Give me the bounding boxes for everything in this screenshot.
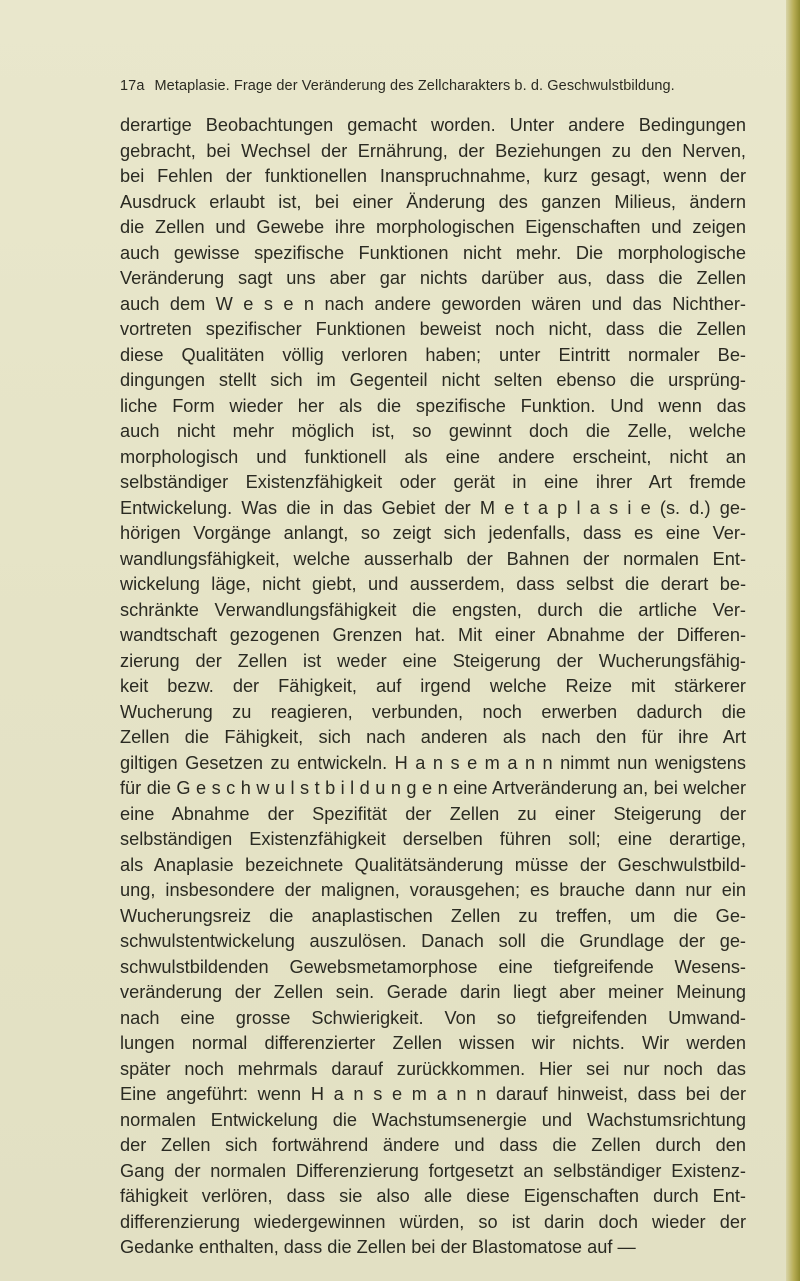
body-text xyxy=(120,113,746,1261)
text-line: dingungen stellt sich im Gegenteil nicht selten ebenso die ursprüng- xyxy=(120,370,746,390)
text-line: eine Abnahme der Spezifität der Zellen zu einer Steigerung der xyxy=(120,803,746,824)
text-line: hörigen Vorgänge anlangt, so zeigt sich jedenfalls, dass es eine Ver- xyxy=(120,523,746,543)
text-line: für die G e s c h w u l s t b i l d u n g e n eine Artveränderung an, bei welcher xyxy=(120,778,746,798)
text-line: auch dem W e s e n nach andere geworden wären und das Nichther- xyxy=(120,293,746,314)
text-line: Veränderung sagt uns aber gar nichts darüber aus, dass die Zellen xyxy=(120,268,746,288)
text-line: schwulstbildenden Gewebsmetamorphose eine tiefgreifende Wesens- xyxy=(120,956,746,977)
text-line: als Anaplasie bezeichnete Qualitätsänderung müsse der Geschwulstbild- xyxy=(120,854,746,875)
text-line: zierung der Zellen ist weder eine Steigerung der Wucherungsfähig- xyxy=(120,650,746,671)
text-line: wickelung läge, nicht giebt, und ausserdem, dass selbst die derart be- xyxy=(120,574,746,594)
text-line: auch gewisse spezifische Funktionen nicht mehr. Die morphologische xyxy=(120,242,746,263)
page-number: 17a xyxy=(120,78,145,94)
text-line: veränderung der Zellen sein. Gerade darin liegt aber meiner Meinung xyxy=(120,982,746,1002)
text-line: giltigen Gesetzen zu entwickeln. H a n s e m a n n nimmt nun wenigstens xyxy=(120,752,746,773)
text-line: vortreten spezifischer Funktionen beweist noch nicht, dass die Zellen xyxy=(120,319,746,339)
text-line: liche Form wieder her als die spezifische Funktion. Und wenn das xyxy=(120,395,746,416)
text-line: ung, insbesondere der malignen, vorausgehen; es brauche dann nur ein xyxy=(120,880,746,900)
text-line: die Zellen und Gewebe ihre morphologischen Eigenschaften und zeigen xyxy=(120,217,746,237)
text-line: normalen Entwickelung die Wachstumsenergie und Wachstumsrichtung xyxy=(120,1109,746,1130)
text-line: Gedanke enthalten, dass die Zellen bei der Blastomatose auf — xyxy=(120,1237,636,1257)
text-line: wandlungsfähigkeit, welche ausserhalb der Bahnen der normalen Ent- xyxy=(120,548,746,569)
text-line: Wucherungsreiz die anaplastischen Zellen zu treffen, um die Ge- xyxy=(120,905,746,926)
text-line: differenzierung wiedergewinnen würden, so ist darin doch wieder der xyxy=(120,1211,746,1232)
text-line: auch nicht mehr möglich ist, so gewinnt doch die Zelle, welche xyxy=(120,421,746,441)
text-line: morphologisch und funktionell als eine andere erscheint, nicht an xyxy=(120,446,746,467)
text-line: keit bezw. der Fähigkeit, auf irgend welche Reize mit stärkerer xyxy=(120,676,746,696)
running-title: Metaplasie. Frage der Veränderung des Zellcharakters b. d. Geschwulstbildung. xyxy=(154,78,675,94)
text-line: lungen normal differenzierter Zellen wissen wir nichts. Wir werden xyxy=(120,1033,746,1053)
text-line: Zellen die Fähigkeit, sich nach anderen als nach den für ihre Art xyxy=(120,727,746,747)
text-line: schwulstentwickelung auszulösen. Danach soll die Grundlage der ge- xyxy=(120,931,746,951)
text-line: später noch mehrmals darauf zurückkommen. Hier sei nur noch das xyxy=(120,1058,746,1079)
text-line: selbständiger Existenzfähigkeit oder gerät in eine ihrer Art fremde xyxy=(120,472,746,492)
page-edge xyxy=(786,0,800,1281)
text-line: der Zellen sich fortwährend ändere und dass die Zellen durch den xyxy=(120,1135,746,1155)
text-line: schränkte Verwandlungsfähigkeit die engsten, durch die artliche Ver- xyxy=(120,599,746,620)
text-line: Gang der normalen Differenzierung fortgesetzt an selbständiger Existenz- xyxy=(120,1160,746,1181)
text-line: diese Qualitäten völlig verloren haben; unter Eintritt normaler Be- xyxy=(120,344,746,365)
text-line: derartige Beobachtungen gemacht worden. Unter andere Bedingungen xyxy=(120,115,746,135)
text-line: nach eine grosse Schwierigkeit. Von so tiefgreifenden Umwand- xyxy=(120,1007,746,1028)
text-line: Entwickelung. Was die in das Gebiet der M e t a p l a s i e (s. d.) ge- xyxy=(120,497,746,518)
text-line: gebracht, bei Wechsel der Ernährung, der Beziehungen zu den Nerven, xyxy=(120,140,746,161)
text-line: fähigkeit verlören, dass sie also alle diese Eigenschaften durch Ent- xyxy=(120,1186,746,1206)
running-header xyxy=(120,78,760,102)
text-line: selbständigen Existenzfähigkeit derselben führen soll; eine derartige, xyxy=(120,829,746,849)
text-line: Wucherung zu reagieren, verbunden, noch erwerben dadurch die xyxy=(120,701,746,722)
text-line: Ausdruck erlaubt ist, bei einer Änderung des ganzen Milieus, ändern xyxy=(120,191,746,212)
text-line: bei Fehlen der funktionellen Inanspruchnahme, kurz gesagt, wenn der xyxy=(120,166,746,186)
text-line: wandtschaft gezogenen Grenzen hat. Mit einer Abnahme der Differen- xyxy=(120,625,746,645)
text-line: Eine angeführt: wenn H a n s e m a n n darauf hinweist, dass bei der xyxy=(120,1084,746,1104)
